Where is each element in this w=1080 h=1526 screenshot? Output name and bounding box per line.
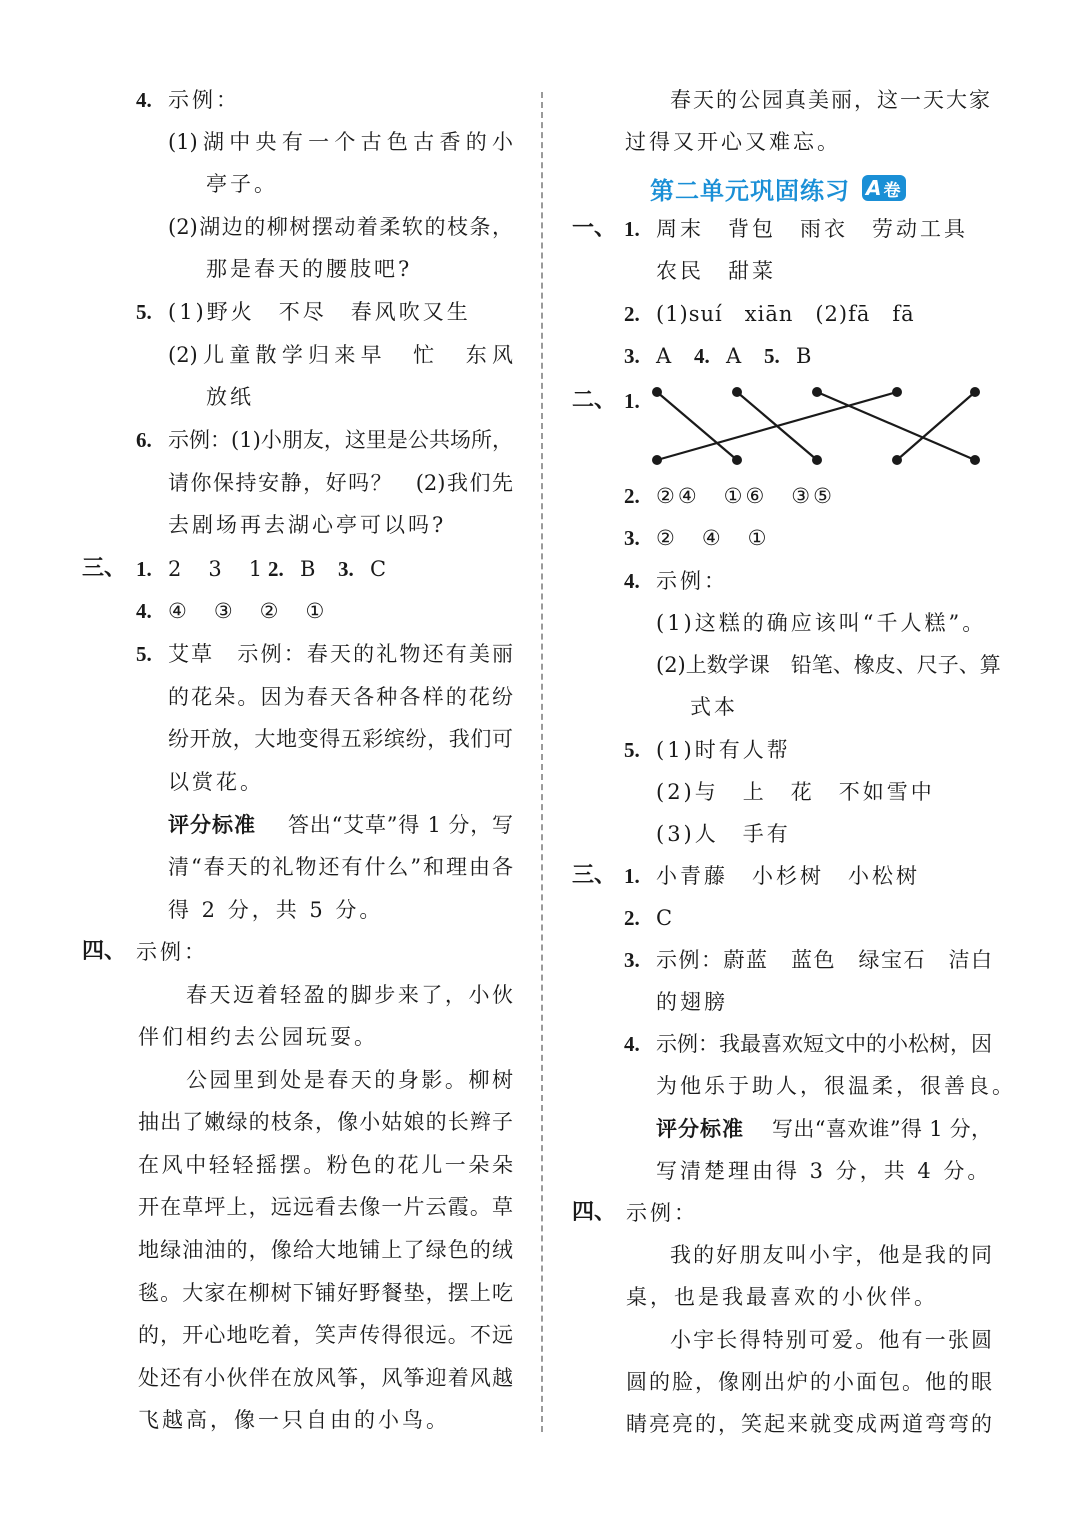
s1-q5-answer: B	[796, 344, 815, 368]
r-essay-line: 圆的脸，像刚出炉的小面包。他的眼	[626, 1370, 992, 1394]
s2-q4-title: 示例：	[656, 569, 728, 593]
q4-title: 示例：	[168, 88, 240, 112]
section-1-label: 一、	[572, 216, 617, 241]
s2-q1-number: 1.	[624, 389, 640, 413]
match-dot	[892, 387, 902, 397]
s1-q3-answer: A	[656, 344, 675, 368]
scoring-criteria-c: 得 2 分，共 5 分。	[168, 898, 384, 922]
s2-q4-answer-2b: 式本	[690, 695, 738, 719]
match-dot	[892, 455, 902, 465]
s2-q3-number: 3.	[624, 526, 640, 550]
s3-q3-number: 3.	[338, 557, 354, 581]
q4-number: 4.	[136, 88, 152, 112]
match-dot	[652, 387, 662, 397]
unit-title	[650, 169, 906, 207]
q5-answer-2b: 放纸	[206, 385, 254, 409]
r-essay-line: 我的好朋友叫小宇，他是我的同	[670, 1243, 992, 1267]
r-essay-line: 睛亮亮的，笑起来就变成两道弯弯的	[626, 1412, 992, 1436]
s2-q5-answer-1: (1)时有人帮	[656, 738, 791, 762]
s3-q5-answer-a: 艾草 示例：春天的礼物还有美丽	[168, 642, 513, 666]
essay-line: 公园里到处是春天的身影。柳树	[186, 1068, 513, 1092]
s3-q2-answer: B	[300, 557, 319, 581]
r-s3-q1-number: 1.	[624, 864, 640, 888]
q6-answer-a: 示例：(1)小朋友，这里是公共场所，	[168, 428, 513, 452]
s3-q3-answer: C	[370, 557, 390, 581]
essay-line: 的，开心地吃着，笑声传得很远。不远	[138, 1323, 513, 1347]
match-dot	[970, 455, 980, 465]
q4-answer-2b: 那是春天的腰肢吧?	[206, 257, 413, 281]
match-dot	[732, 387, 742, 397]
r-scoring-criteria-a: 写出“喜欢谁”得 1 分，	[772, 1117, 992, 1141]
essay-line: 毯。大家在柳树下铺好野餐垫，摆上吃	[138, 1281, 513, 1305]
essay-line: 春天迈着轻盈的脚步来了，小伙	[186, 983, 513, 1007]
s2-q5-answer-3: (3)人 手有	[656, 822, 791, 846]
q6-answer-b: 请你保持安静，好吗？ (2)我们先	[168, 471, 513, 495]
essay-line: 伴们相约去公园玩耍。	[138, 1025, 378, 1049]
r-s3-q3-number: 3.	[624, 948, 640, 972]
match-dot	[812, 455, 822, 465]
section-4-label: 四、	[572, 1200, 617, 1225]
s3-q5-answer-d: 以赏花。	[168, 770, 264, 794]
r-s3-q4-answer-b: 为他乐于助人，很温柔，很善良。	[656, 1074, 1016, 1098]
r-s3-q1-answer: 小青藤 小杉树 小松树	[656, 864, 920, 888]
s3-q1-answer: 2 3 1	[168, 557, 266, 581]
s1-q4-number: 4.	[694, 344, 710, 368]
essay-line: 地绿油油的，像给大地铺上了绿色的绒	[138, 1238, 513, 1262]
q5-answer-1: (1)野火 不尽 春风吹又生	[168, 300, 471, 324]
section-3-label: 三、	[82, 556, 127, 581]
r-s3-q2-answer: C	[656, 906, 676, 930]
s2-q3-answer: ② ④ ①	[656, 526, 770, 550]
matching-lines-diagram	[645, 382, 985, 472]
r-scoring-criteria-label: 评分标准	[656, 1117, 744, 1141]
q6-answer-c: 去剧场再去湖心亭可以吗?	[168, 513, 447, 537]
s2-q4-answer-1: (1)这糕的确应该叫“千人糕”。	[656, 611, 987, 635]
version-badge-text: 卷	[883, 180, 901, 201]
s3-q5-answer-b: 的花朵。因为春天各种各样的花纷	[168, 685, 513, 709]
s1-q3-number: 3.	[624, 344, 640, 368]
r-s3-q4-number: 4.	[624, 1032, 640, 1056]
q4-answer-2a: (2)湖边的柳树摆动着柔软的枝条，	[168, 215, 513, 239]
q6-number: 6.	[136, 428, 152, 452]
s3-q4-number: 4.	[136, 599, 152, 623]
scoring-criteria-a: 答出“艾草”得 1 分，写	[288, 813, 513, 837]
version-badge-letter: A	[866, 176, 882, 200]
match-dot	[970, 387, 980, 397]
r-s3-q4-answer-a: 示例：我最喜欢短文中的小松树，因	[656, 1032, 992, 1056]
q4-answer-1a: (1)湖中央有一个古色古香的小	[168, 130, 513, 154]
s2-q2-answer: ②④ ①⑥ ③⑤	[656, 484, 835, 508]
s2-q4-number: 4.	[624, 569, 640, 593]
match-line	[897, 392, 975, 460]
column-divider	[541, 92, 543, 1432]
essay-line: 飞越高，像一只自由的小鸟。	[138, 1408, 450, 1432]
essay-line: 处还有小伙伴在放风筝，风筝迎着风越	[138, 1366, 513, 1390]
s2-q4-answer-2a: (2)上数学课 铅笔、橡皮、尺子、算	[656, 653, 1001, 677]
prev-essay-end-a: 春天的公园真美丽，这一天大家	[670, 88, 990, 112]
version-badge	[862, 175, 906, 201]
essay-line: 抽出了嫩绿的枝条，像小姑娘的长辫子	[138, 1110, 513, 1134]
r-s3-q2-number: 2.	[624, 906, 640, 930]
s4-title: 示例：	[136, 940, 208, 964]
r-s4-title: 示例：	[626, 1201, 698, 1225]
match-line	[657, 392, 897, 460]
s1-q1-answer-a: 周末 背包 雨衣 劳动工具	[656, 217, 968, 241]
section-3-label: 三、	[572, 863, 617, 888]
s3-q4-answer: ④ ③ ② ①	[168, 599, 328, 623]
scoring-criteria-label: 评分标准	[168, 813, 256, 837]
q4-answer-1b: 亭子。	[206, 172, 278, 196]
s1-q1-answer-b: 农民 甜菜	[656, 259, 776, 283]
r-essay-line: 桌，也是我最喜欢的小伙伴。	[626, 1285, 938, 1309]
s1-q2-number: 2.	[624, 302, 640, 326]
q5-answer-2a: (2)儿童散学归来早 忙 东风	[168, 343, 513, 367]
r-essay-line: 小宇长得特别可爱。他有一张圆	[670, 1328, 992, 1352]
s3-q1-number: 1.	[136, 557, 152, 581]
s2-q5-answer-2: (2)与 上 花 不如雪中	[656, 780, 935, 804]
q5-number: 5.	[136, 300, 152, 324]
s2-q5-number: 5.	[624, 738, 640, 762]
s1-q4-answer: A	[726, 344, 745, 368]
s3-q5-number: 5.	[136, 642, 152, 666]
section-4-label: 四、	[82, 939, 127, 964]
s3-q5-answer-c: 纷开放，大地变得五彩缤纷，我们可	[168, 727, 513, 751]
essay-line: 在风中轻轻摇摆。粉色的花儿一朵朵	[138, 1153, 513, 1177]
match-dot	[732, 455, 742, 465]
match-dot	[812, 387, 822, 397]
r-scoring-criteria-b: 写清楚理由得 3 分，共 4 分。	[656, 1159, 992, 1183]
s1-q2-answer: (1)suí xiān (2)fā fā	[656, 302, 915, 326]
essay-line: 开在草坪上，远远看去像一片云霞。草	[138, 1195, 513, 1219]
scoring-criteria-b: 清“春天的礼物还有什么”和理由各	[168, 855, 513, 879]
unit-title-text: 第二单元巩固练习	[650, 176, 850, 205]
s1-q5-number: 5.	[764, 344, 780, 368]
prev-essay-end-b: 过得又开心又难忘。	[625, 130, 841, 154]
s3-q2-number: 2.	[268, 557, 284, 581]
s1-q1-number: 1.	[624, 217, 640, 241]
r-s3-q3-answer-a: 示例：蔚蓝 蓝色 绿宝石 洁白	[656, 948, 992, 972]
match-dot	[652, 455, 662, 465]
match-line	[817, 392, 975, 460]
r-s3-q3-answer-b: 的翅膀	[656, 990, 728, 1014]
s2-q2-number: 2.	[624, 484, 640, 508]
section-2-label: 二、	[572, 388, 617, 413]
